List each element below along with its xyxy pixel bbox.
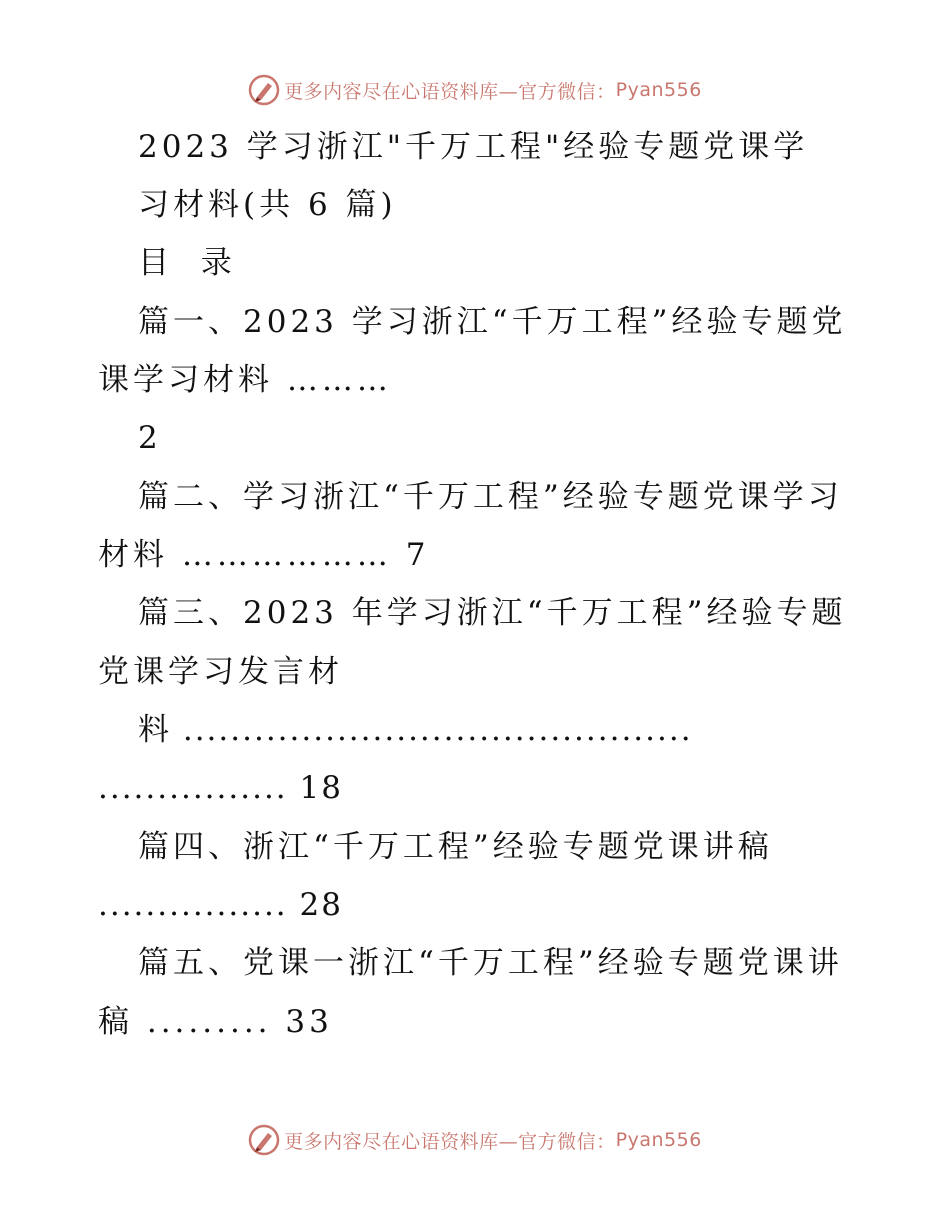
- toc-entry-2-line-2: 材料 ……………… 7: [98, 537, 430, 573]
- toc-entry-3-line-1: 篇三、2023 年学习浙江“千万工程”经验专题: [138, 595, 847, 631]
- toc-entry-1-page: 2: [138, 420, 162, 456]
- watermark-wechat-id: Pyan556: [615, 1129, 702, 1151]
- toc-entry-2-line-1: 篇二、学习浙江“千万工程”经验专题党课学习: [138, 479, 843, 515]
- footer-watermark: [0, 1120, 950, 1160]
- toc-entry-1-line-1: 篇一、2023 学习浙江“千万工程”经验专题党: [138, 304, 847, 340]
- watermark-text: 更多内容尽在心语资料库—官方微信：: [284, 80, 616, 103]
- toc-entry-3-line-4: ................ 18: [98, 770, 343, 806]
- document-title-line-2: 习材料(共 6 篇): [138, 187, 397, 223]
- toc-entry-1-line-2: 课学习材料 ………: [98, 362, 392, 398]
- toc-entry-3-line-3: 料 ...........................................: [138, 712, 693, 748]
- toc-entry-3-line-2: 党课学习发言材: [98, 654, 343, 690]
- toc-entry-5-line-1: 篇五、党课一浙江“千万工程”经验专题党课讲: [138, 945, 843, 981]
- pen-logo-icon: [248, 1124, 280, 1156]
- toc-entry-5-line-2: 稿 ......... 33: [98, 1004, 333, 1040]
- toc-heading: 目 录: [138, 245, 236, 281]
- watermark-text: 更多内容尽在心语资料库—官方微信：: [284, 1130, 616, 1153]
- pen-logo-icon: [248, 74, 280, 106]
- document-title-line-1: 2023 学习浙江"千万工程"经验专题党课学: [138, 129, 809, 165]
- toc-entry-4-line-2: ................ 28: [98, 887, 343, 923]
- header-watermark: [0, 70, 950, 110]
- watermark-wechat-id: Pyan556: [615, 79, 702, 101]
- toc-entry-4-line-1: 篇四、浙江“千万工程”经验专题党课讲稿: [138, 829, 773, 865]
